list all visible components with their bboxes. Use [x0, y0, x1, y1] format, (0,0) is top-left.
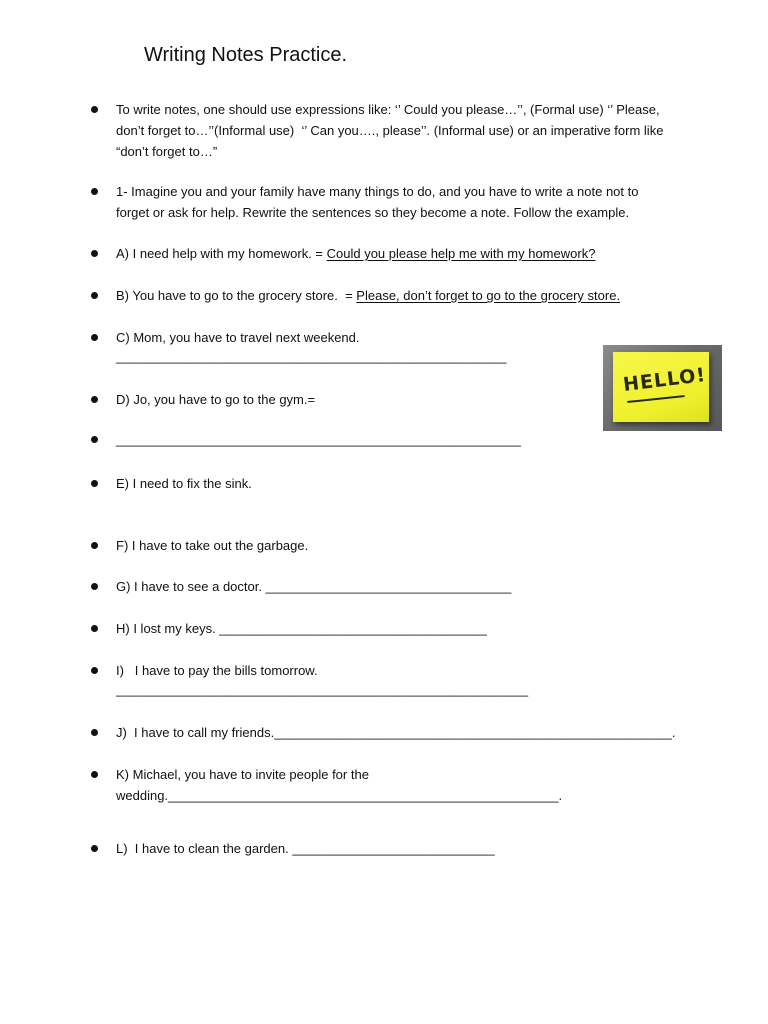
- item-d-prompt: D) Jo, you have to go to the gym.=: [116, 392, 316, 407]
- page-title: Writing Notes Practice.: [144, 44, 348, 66]
- item-a-answer: Could you please help me with my homework?: [326, 246, 596, 261]
- bullet: [91, 396, 98, 403]
- item-a-prompt: A) I need help with my homework. =: [116, 246, 327, 261]
- item-g-answer-blank[interactable]: __________________________________: [265, 579, 512, 594]
- bullet: [91, 845, 98, 852]
- bullet: [91, 436, 98, 443]
- item-k-prompt-line-1: K) Michael, you have to invite people for the: [116, 767, 369, 782]
- item-c-answer-blank[interactable]: ______________________________________________________: [116, 349, 507, 364]
- intro-line-2: don’t forget to…’’(Informal use) ‘’ Can you…., please’’. (Informal use) or an imperative form like: [116, 123, 664, 138]
- item-b-answer: Please, don’t forget to go to the grocery store.: [356, 288, 621, 303]
- bullet: [91, 583, 98, 590]
- bullet: [91, 480, 98, 487]
- bullet: [91, 292, 98, 299]
- sticky-note: [613, 352, 709, 422]
- bullet: [91, 106, 98, 113]
- item-f-prompt: F) I have to take out the garbage.: [116, 538, 309, 553]
- item-b-prompt: B) You have to go to the grocery store. =: [116, 288, 357, 303]
- sticky-note-underline: [627, 395, 685, 403]
- item-k-prompt-line-2: wedding.: [116, 788, 169, 803]
- item-l-prompt: L) I have to clean the garden.: [116, 841, 293, 856]
- intro-line-1: To write notes, one should use expressions like: ‘’ Could you please…’’, (Formal use) ‘’ Please,: [116, 102, 660, 117]
- sticky-note-image: [603, 345, 722, 431]
- item-j-answer-blank[interactable]: _______________________________________________________.: [274, 725, 676, 740]
- bullet: [91, 625, 98, 632]
- item-e-prompt: E) I need to fix the sink.: [116, 476, 252, 491]
- bullet: [91, 667, 98, 674]
- item-j-prompt: J) I have to call my friends.: [116, 725, 275, 740]
- item-k-answer-blank[interactable]: ______________________________________________________.: [168, 788, 563, 803]
- item-c-prompt: C) Mom, you have to travel next weekend.: [116, 330, 360, 345]
- item-d-answer-blank[interactable]: ________________________________________________________: [116, 432, 521, 447]
- item-g-prompt: G) I have to see a doctor.: [116, 579, 266, 594]
- item-i-answer-blank[interactable]: _________________________________________________________: [116, 682, 529, 697]
- item-i-prompt: I) I have to pay the bills tomorrow.: [116, 663, 318, 678]
- bullet: [91, 250, 98, 257]
- instructions-line-2: forget or ask for help. Rewrite the sentences so they become a note. Follow the example.: [116, 205, 630, 220]
- bullet: [91, 542, 98, 549]
- bullet: [91, 771, 98, 778]
- item-h-prompt: H) I lost my keys.: [116, 621, 220, 636]
- item-h-answer-blank[interactable]: _____________________________________: [219, 621, 487, 636]
- intro-line-3: “don’t forget to…”: [116, 144, 218, 159]
- bullet: [91, 334, 98, 341]
- item-l-answer-blank[interactable]: ____________________________: [292, 841, 495, 856]
- instructions-line-1: 1- Imagine you and your family have many things to do, and you have to write a note not to: [116, 184, 639, 199]
- bullet: [91, 729, 98, 736]
- sticky-note-text: HELLO!: [621, 364, 708, 396]
- bullet: [91, 188, 98, 195]
